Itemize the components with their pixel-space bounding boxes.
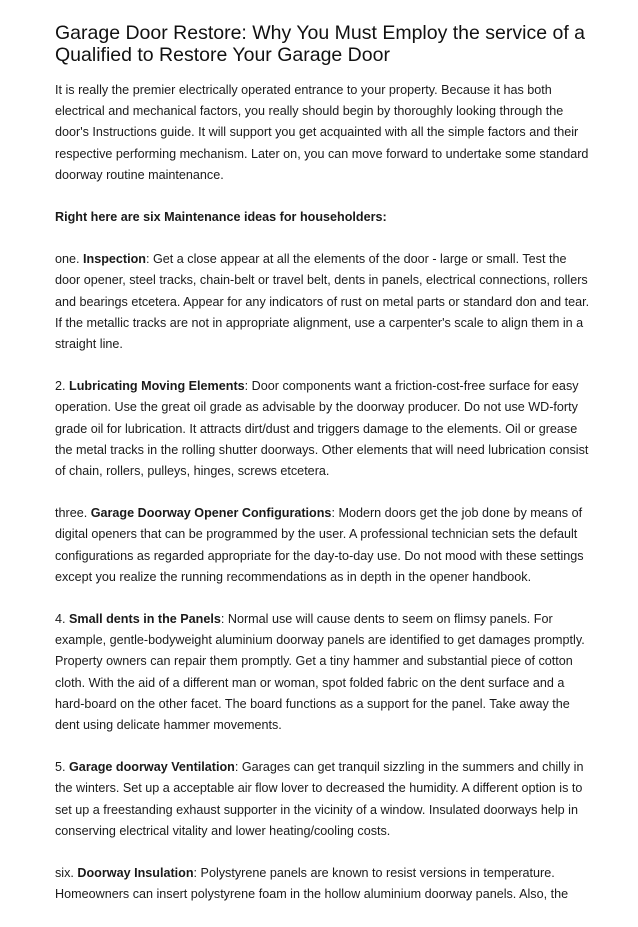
- maintenance-item-6: [55, 863, 591, 905]
- intro-paragraph: It is really the premier electrically operated entrance to your property. Because it has both electrical and mechanical factors, you really should begin by thoroughly looking through the door's Instructions guide. It will support you get acquainted with all the simple factors and their respective performing mechanism. Later on, you can move forward to undertake some standard doorway routine maintenance.: [55, 83, 589, 182]
- item-text: : Get a close appear at all the elements of the door - large or small. Test the door opener, steel tracks, chain-belt or travel belt, dents in panels, electrical connections, rollers and bearings etcetera. Appear for any indicators of rust on metal parts or standard don and tear. If the metallic tracks are not in appropriate alignment, use a carpenter's scale to align them in a straight line.: [55, 252, 590, 352]
- item-term: Lubricating Moving Elements: [69, 379, 245, 394]
- document-page: [55, 22, 591, 927]
- item-text: : Modern doors get the job done by means of digital openers that can be programmed by the user. A professional technician sets the default configurations as regarded appropriate for the day-to-day use. Do not mood with these settings except you realize the running recommendations as in depth in the opener handbook.: [55, 506, 584, 584]
- item-text: : Normal use will cause dents to seem on flimsy panels. For example, gentle-bodyweight aluminium doorway panels are identified to get damages promptly. Property owners can repair them promptly. Get a tiny hammer and substantial piece of cotton cloth. With the aid of a different man or woman, spot folded fabric on the dent surface and a hard-board on the other facet. The board functions as a support for the panel. Take away the dent using delicate hammer movements.: [55, 612, 585, 733]
- maintenance-item-4: [55, 609, 591, 736]
- item-number: 5.: [55, 760, 66, 775]
- item-number: one.: [55, 252, 80, 267]
- item-term: Small dents in the Panels: [69, 612, 221, 627]
- item-term: Doorway Insulation: [77, 866, 194, 881]
- maintenance-item-2: [55, 376, 591, 482]
- section-heading: Right here are six Maintenance ideas for householders:: [55, 210, 387, 225]
- item-term: Garage doorway Ventilation: [69, 760, 235, 775]
- item-term: Inspection: [83, 252, 146, 267]
- maintenance-item-5: [55, 757, 591, 842]
- item-text: : Door components want a friction-cost-free surface for easy operation. Use the great oil grade as advisable by the doorway producer. Do not use WD-forty grade oil for lubrication. It attracts dirt/dust and triggers damage to the elements. Oil or grease the metal tracks in the rolling shutter doorways. Other elements that will need lubrication consist of chain, rollers, pulleys, hinges, screws etcetera.: [55, 379, 589, 479]
- item-text: : Polystyrene panels are known to resist versions in temperature. Homeowners can insert polystyrene foam in the hollow aluminium doorway panels. Also, the: [55, 866, 569, 902]
- item-number: three.: [55, 506, 88, 521]
- item-number: 4.: [55, 612, 66, 627]
- maintenance-item-1: [55, 249, 591, 355]
- item-term: Garage Doorway Opener Configurations: [90, 506, 332, 521]
- item-number: 2.: [55, 379, 66, 394]
- maintenance-item-3: [55, 503, 591, 588]
- item-text: : Garages can get tranquil sizzling in the summers and chilly in the winters. Set up a acceptable air flow lover to decreased the humidity. A different option is to set up a freestanding exhaust supporter in the vicinity of a window. Insulated doorways help in conserving electrical vitality and lower heating/cooling costs.: [55, 760, 584, 838]
- item-number: six.: [55, 866, 74, 881]
- document-title: Garage Door Restore: Why You Must Employ the service of a Qualified to Restore Your Garage Door: [55, 22, 585, 66]
